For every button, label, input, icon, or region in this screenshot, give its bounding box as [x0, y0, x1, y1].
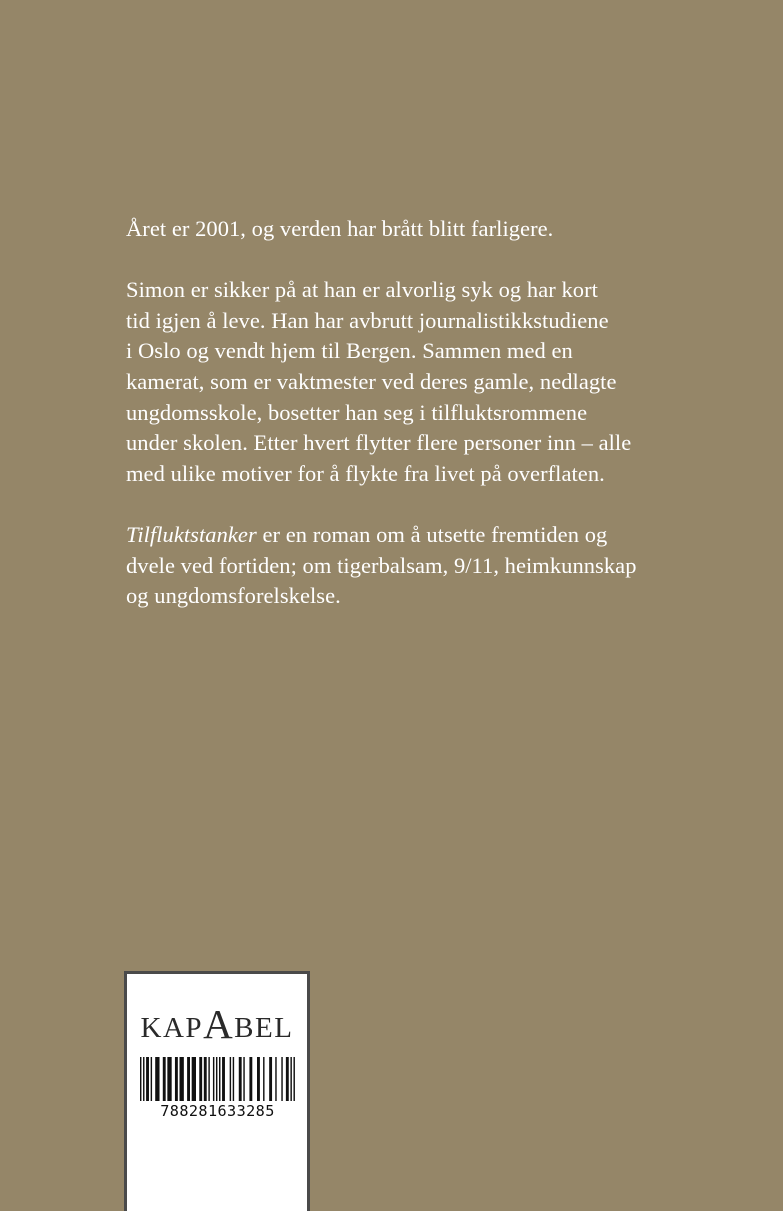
barcode-bar: [192, 1057, 196, 1101]
blurb-line: [126, 520, 726, 551]
blurb-line: ungdomsskole, bosetter han seg i tilfluktsrommene: [126, 399, 588, 425]
blurb-line: kamerat, som er vaktmester ved deres gamle, nedlagte: [126, 368, 617, 394]
barcode-bar: [243, 1057, 244, 1101]
barcode-bar: [213, 1057, 214, 1101]
blurb-line: tid igjen å leve. Han har avbrutt journalistikkstudiene: [126, 307, 609, 333]
barcode-bar: [146, 1057, 149, 1101]
barcode-bar: [257, 1057, 260, 1101]
barcode-bar: [216, 1057, 217, 1101]
barcode-bar: [275, 1057, 276, 1101]
barcode-bar: [180, 1057, 184, 1101]
blurb-line: i Oslo og vendt hjem til Bergen. Sammen med en: [126, 338, 573, 364]
book-title: Tilfluktstanker: [126, 521, 257, 547]
barcode-bar: [269, 1057, 272, 1101]
barcode-bar: [293, 1057, 294, 1101]
back-cover-blurb: [126, 214, 726, 642]
barcode-bar: [281, 1057, 282, 1101]
barcode-bar: [290, 1057, 291, 1101]
blurb-paragraph-1: [126, 214, 726, 245]
barcode-bar: [187, 1057, 190, 1101]
blurb-line: og ungdomsforelskelse.: [126, 583, 341, 609]
blurb-paragraph-2: [126, 275, 726, 489]
barcode-bar: [163, 1057, 166, 1101]
logo-text-start: KAP: [140, 1012, 204, 1044]
barcode-bar: [233, 1057, 234, 1101]
blurb-line: under skolen. Etter hvert flytter flere personer inn – alle: [126, 430, 632, 456]
barcode-bar: [219, 1057, 220, 1101]
blurb-line: Året er 2001, og verden har brått blitt farligere.: [126, 216, 554, 241]
barcode-bar: [204, 1057, 207, 1101]
barcode-bar: [151, 1057, 152, 1101]
barcode-bar: [167, 1057, 171, 1101]
barcode-bar: [230, 1057, 231, 1101]
blurb-line-rest: er en roman om å utsette fremtiden og: [256, 521, 608, 547]
barcode-bar: [263, 1057, 264, 1101]
barcode-bar: [199, 1057, 202, 1101]
barcode-bar: [249, 1057, 252, 1101]
logo-text-end: BEL: [234, 1012, 294, 1044]
barcode-bar: [155, 1057, 159, 1101]
barcode-bar: [143, 1057, 144, 1101]
blurb-paragraph-3: [126, 520, 726, 612]
publisher-barcode-label: [124, 971, 310, 1211]
barcode-bar: [208, 1057, 209, 1101]
barcode: [140, 1057, 295, 1101]
blurb-line: med ulike motiver for å flykte fra livet på overflaten.: [126, 460, 605, 486]
barcode-bar: [140, 1057, 141, 1101]
blurb-line: Simon er sikker på at han er alvorlig syk og har kort: [126, 277, 598, 303]
barcode-bar: [239, 1057, 242, 1101]
barcode-digits: 788281633285: [160, 1102, 275, 1120]
publisher-logo: [127, 1001, 307, 1048]
barcode-bar: [175, 1057, 178, 1101]
blurb-line: dvele ved fortiden; om tigerbalsam, 9/11, heimkunnskap: [126, 552, 637, 578]
barcode-bar: [222, 1057, 225, 1101]
logo-large-letter: A: [203, 1001, 235, 1047]
barcode-bar: [286, 1057, 289, 1101]
